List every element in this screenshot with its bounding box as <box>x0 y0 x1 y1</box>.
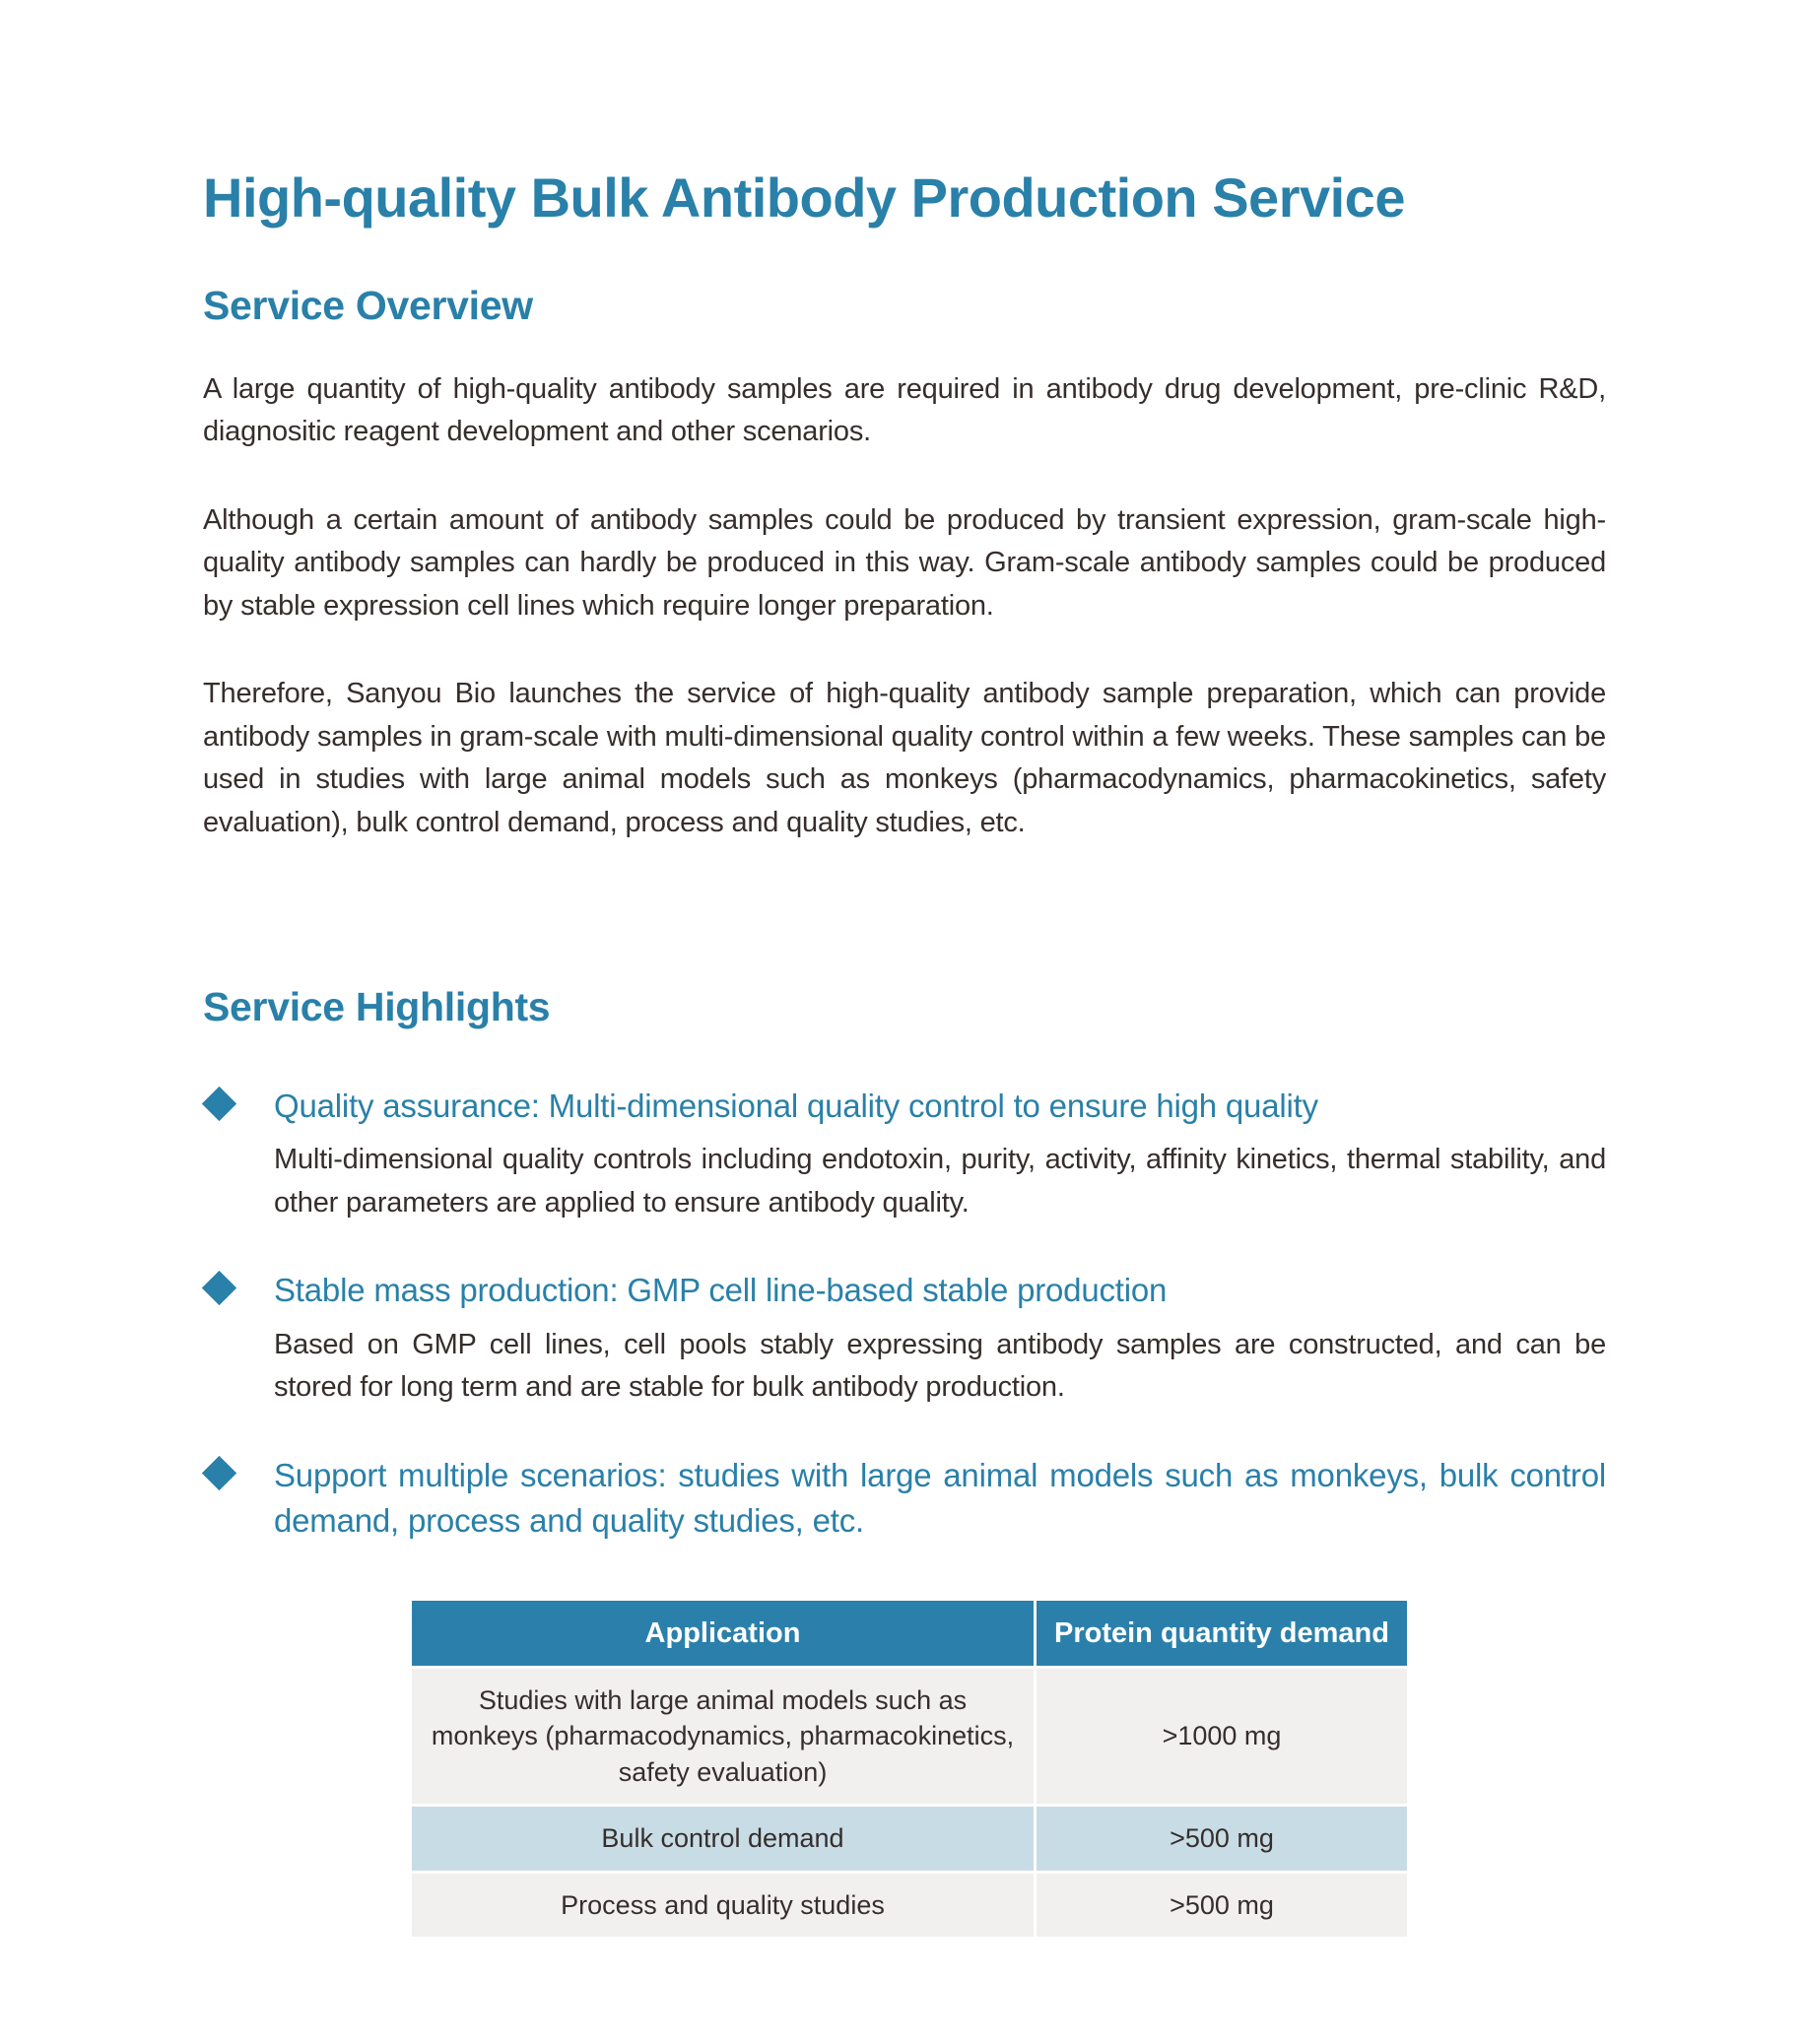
table-row <box>412 1804 1407 1870</box>
highlight-title: Quality assurance: Multi-dimensional quality control to ensure high quality <box>274 1088 1318 1125</box>
page-title: High-quality Bulk Antibody Production Service <box>203 166 1405 229</box>
highlight-body: Based on GMP cell lines, cell pools stably expressing antibody samples are constructed, and can be stored for long term and are stable for bulk antibody production. <box>274 1328 1606 1404</box>
diamond-bullet-icon <box>202 1087 236 1121</box>
highlight-item-support-multiple-scenarios <box>203 1453 1606 1544</box>
highlight-item-quality-assurance <box>203 1084 1606 1224</box>
cell-demand: >500 mg <box>1037 1804 1407 1870</box>
highlight-title: Stable mass production: GMP cell line-based stable production <box>274 1272 1168 1309</box>
highlight-body: Multi-dimensional quality controls including endotoxin, purity, activity, affinity kinetics, thermal stability, and other parameters are applied to ensure antibody quality. <box>274 1144 1606 1219</box>
cell-application: Studies with large animal models such as monkeys (pharmacodynamics, pharmacokinetics, safety evaluation) <box>412 1666 1037 1804</box>
column-header-application: Application <box>412 1601 1037 1666</box>
section-heading-highlights: Service Highlights <box>203 984 551 1030</box>
cell-demand: >500 mg <box>1037 1871 1407 1937</box>
table-header-row <box>412 1601 1407 1666</box>
diamond-bullet-icon <box>202 1455 236 1489</box>
section-heading-overview: Service Overview <box>203 282 533 328</box>
column-header-demand: Protein quantity demand <box>1037 1601 1407 1666</box>
protein-demand-table <box>412 1601 1407 1937</box>
highlight-title: Support multiple scenarios: studies with large animal models such as monkeys, bulk control demand, process and quality studies, etc. <box>274 1456 1606 1539</box>
table-row <box>412 1871 1407 1937</box>
highlight-item-stable-mass-production <box>203 1268 1606 1409</box>
overview-paragraph-1: A large quantity of high-quality antibody samples are required in antibody drug development, pre-clinic R&D, diagnositic reagent development and other scenarios. <box>203 372 1606 448</box>
overview-paragraph-2: Although a certain amount of antibody samples could be produced by transient expression, gram-scale high-quality antibody samples can hardly be produced in this way. Gram-scale antibody samples could be produced by stable expression cell lines which require longer preparation. <box>203 503 1606 622</box>
overview-paragraph-3: Therefore, Sanyou Bio launches the service of high-quality antibody sample preparation, which can provide antibody samples in gram-scale with multi-dimensional quality control within a few weeks. These samples can be used in studies with large animal models such as monkeys (pharmacodynamics, pharmacokinetics, safety evaluation), bulk control demand, process and quality studies, etc. <box>203 678 1606 838</box>
diamond-bullet-icon <box>202 1271 236 1305</box>
cell-application: Bulk control demand <box>412 1804 1037 1870</box>
table-row <box>412 1666 1407 1804</box>
cell-demand: >1000 mg <box>1037 1666 1407 1804</box>
cell-application: Process and quality studies <box>412 1871 1037 1937</box>
